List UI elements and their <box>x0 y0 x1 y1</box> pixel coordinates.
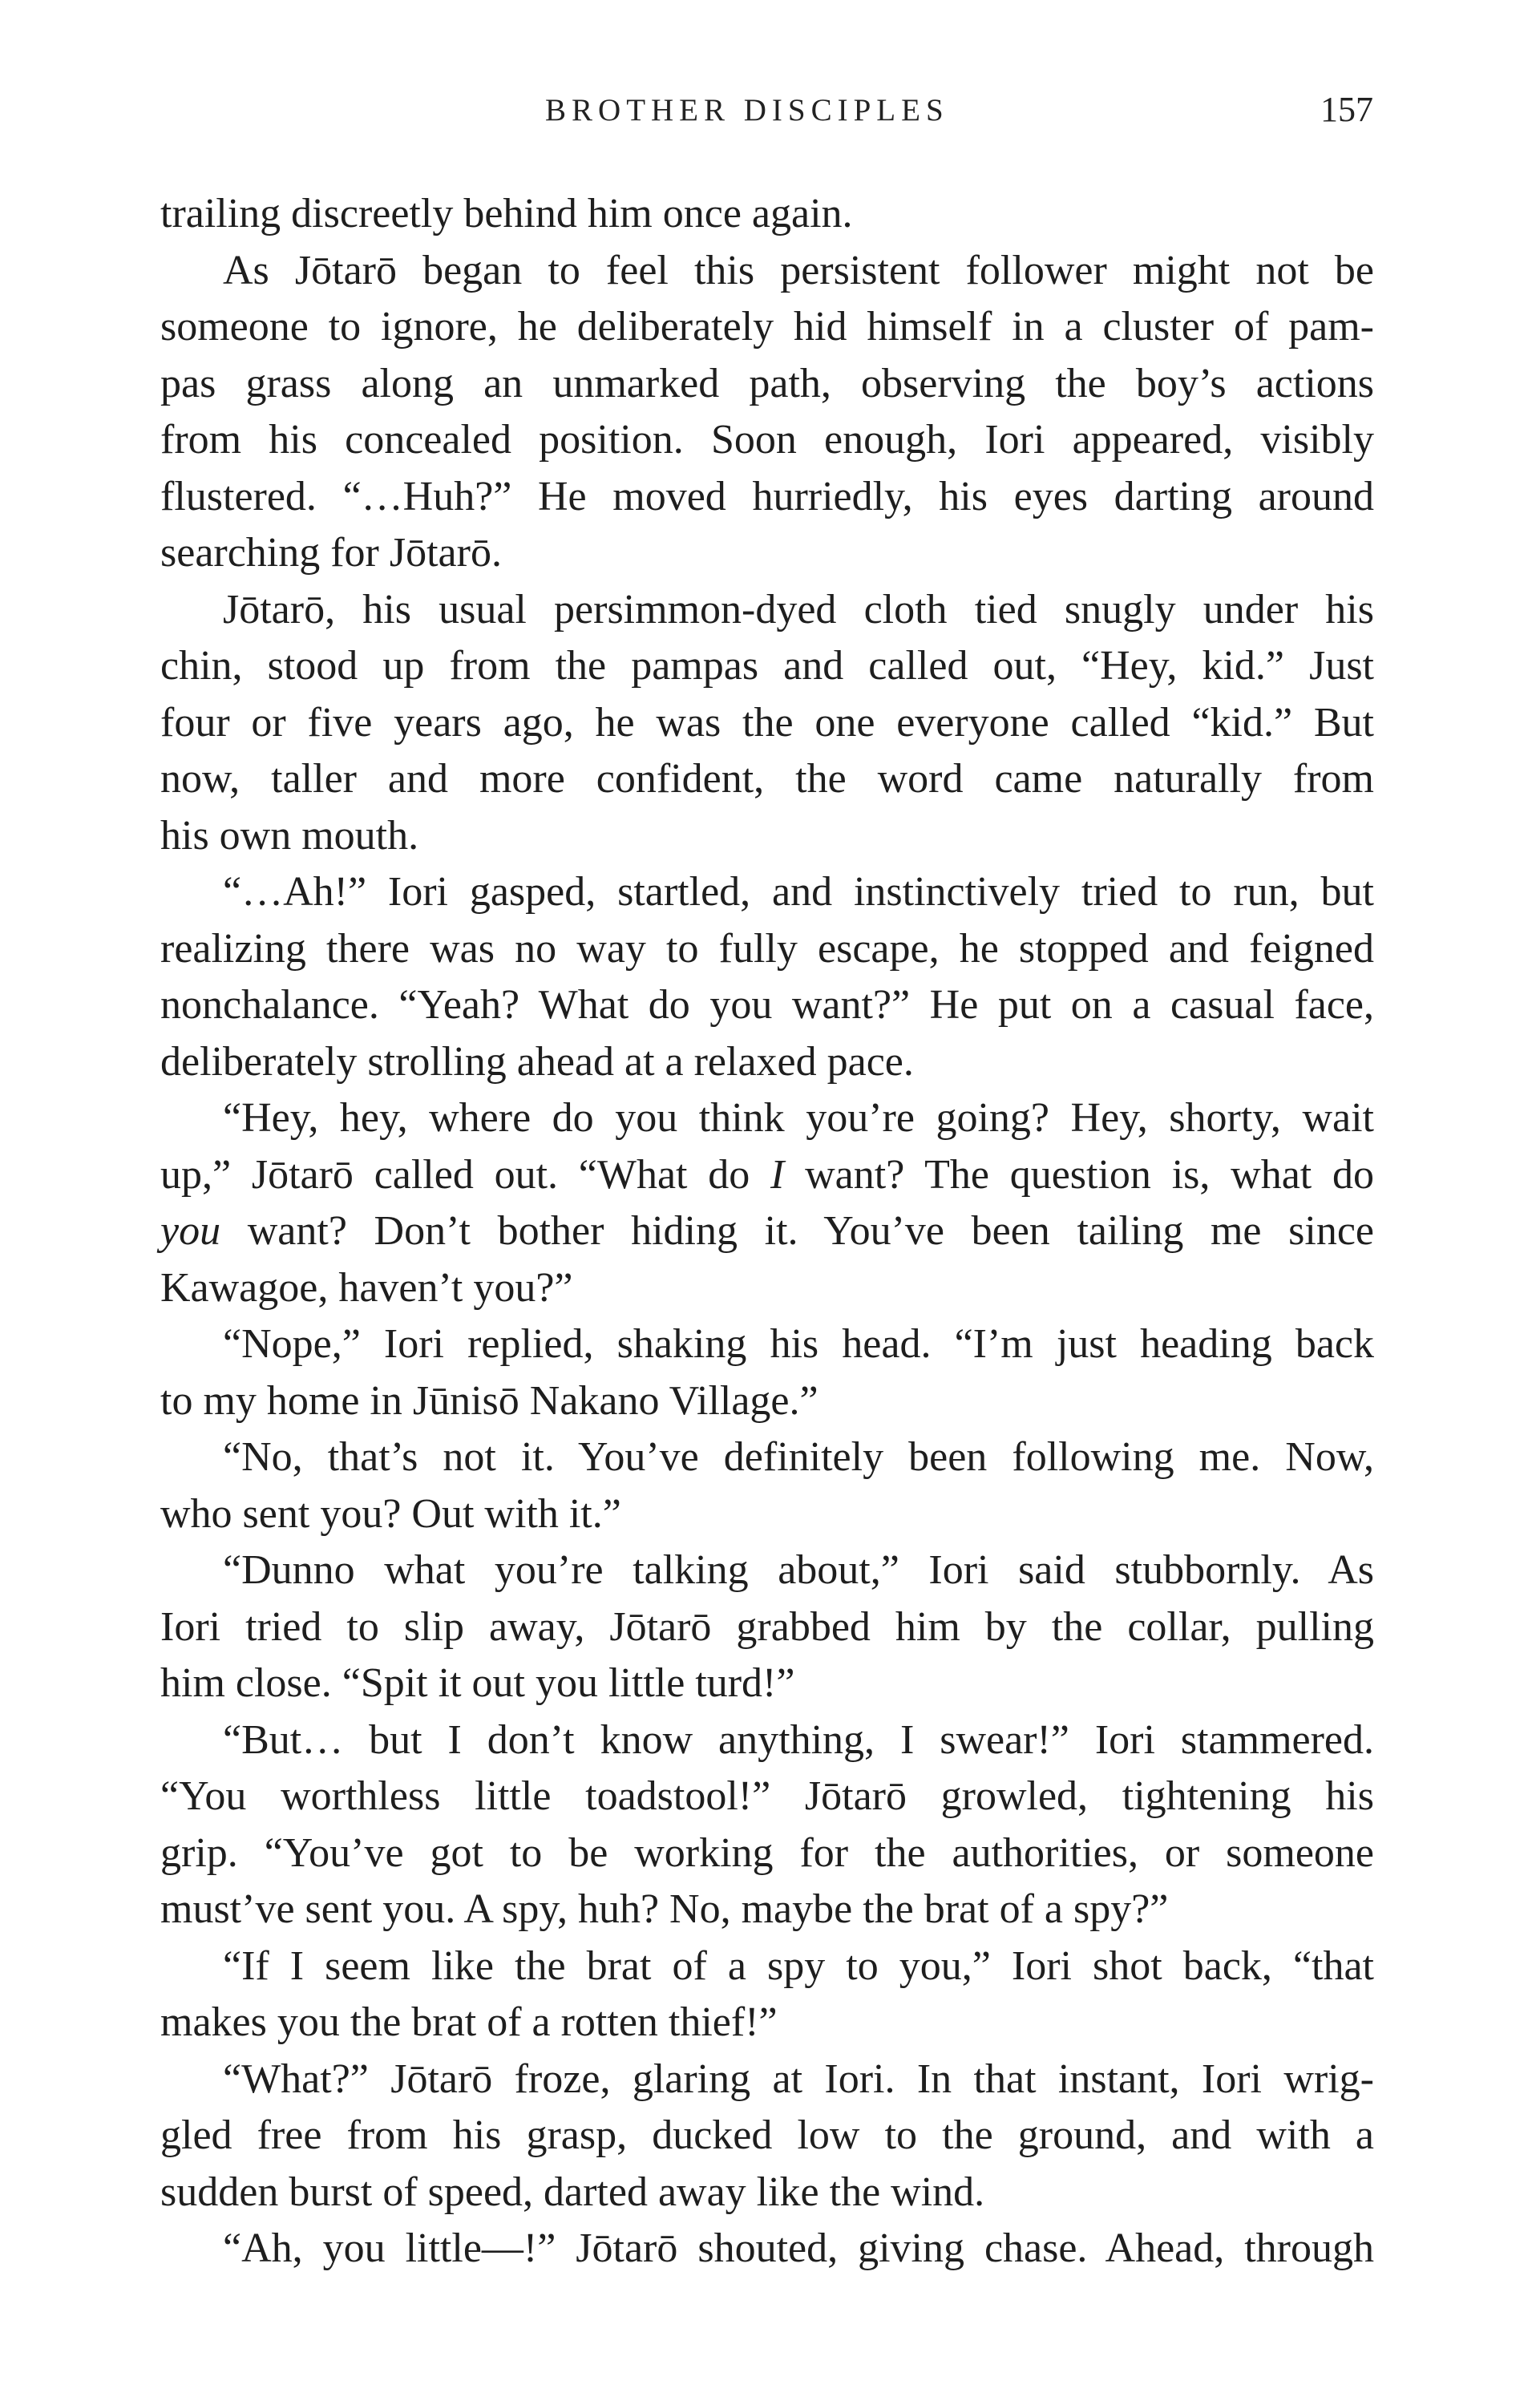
text-line: must’ve sent you. A spy, huh? No, maybe the brat of a spy?” <box>160 1886 1169 1932</box>
text-line: chin, stood up from the pampas and called out, “Hey, kid.” Just <box>160 643 1374 689</box>
text-line: “But… but I don’t know anything, I swear!” Iori stammered. <box>223 1716 1374 1763</box>
text-line: “Nope,” Iori replied, shaking his head. “I’m just heading back <box>223 1321 1374 1367</box>
text-line: who sent you? Out with it.” <box>160 1490 621 1537</box>
text-line: deliberately strolling ahead at a relaxed pace. <box>160 1038 914 1085</box>
text-line: searching for Jōtarō. <box>160 530 502 576</box>
text-line: someone to ignore, he deliberately hid himself in a cluster of pam- <box>160 304 1374 350</box>
text-line: him close. “Spit it out you little turd!” <box>160 1660 795 1706</box>
text-line: pas grass along an unmarked path, observing the boy’s actions <box>160 360 1374 406</box>
italic-emphasis: you <box>160 1208 221 1254</box>
body-text <box>160 186 1374 2278</box>
text-line <box>160 1147 1374 1204</box>
running-title: BROTHER DISCIPLES <box>545 93 949 127</box>
text-line: sudden burst of speed, darted away like the wind. <box>160 2169 985 2215</box>
text-line: grip. “You’ve got to be working for the authorities, or someone <box>160 1829 1374 1876</box>
text-line: “Dunno what you’re talking about,” Iori said stubbornly. As <box>223 1547 1374 1593</box>
text-line: four or five years ago, he was the one everyone called “kid.” But <box>160 699 1374 746</box>
text-line: “What?” Jōtarō froze, glaring at Iori. In that instant, Iori wrig- <box>223 2055 1374 2102</box>
text-line: now, taller and more confident, the word came naturally from <box>160 756 1374 802</box>
text-line: flustered. “…Huh?” He moved hurriedly, his eyes darting around <box>160 473 1374 519</box>
text-line: Kawagoe, haven’t you?” <box>160 1264 573 1311</box>
text-run: up,” Jōtarō called out. “What do <box>160 1151 771 1198</box>
text-line: realizing there was no way to fully escape, he stopped and feigned <box>160 925 1374 972</box>
text-line: “…Ah!” Iori gasped, startled, and instinctively tried to run, but <box>223 869 1374 915</box>
text-line: makes you the brat of a rotten thief!” <box>160 1999 778 2045</box>
text-line: Jōtarō, his usual persimmon-dyed cloth tied snugly under his <box>223 586 1374 633</box>
text-line: Iori tried to slip away, Jōtarō grabbed him by the collar, pulling <box>160 1603 1374 1650</box>
text-run: want? The question is, what do <box>784 1151 1374 1198</box>
text-line: “If I seem like the brat of a spy to you,” Iori shot back, “that <box>223 1942 1374 1989</box>
text-line: “No, that’s not it. You’ve definitely been following me. Now, <box>223 1434 1374 1480</box>
text-line: As Jōtarō began to feel this persistent follower might not be <box>223 247 1374 293</box>
running-header <box>0 87 1540 135</box>
text-line: his own mouth. <box>160 812 419 859</box>
text-line: “Hey, hey, where do you think you’re going? Hey, shorty, wait <box>223 1095 1374 1141</box>
text-line: gled free from his grasp, ducked low to the ground, and with a <box>160 2112 1374 2158</box>
text-line: trailing discreetly behind him once again. <box>160 191 853 236</box>
text-run: want? Don’t bother hiding it. You’ve been tailing me since <box>220 1208 1374 1254</box>
italic-emphasis: I <box>770 1151 785 1198</box>
text-line: “Ah, you little—!” Jōtarō shouted, giving chase. Ahead, through <box>223 2225 1374 2271</box>
page-number: 157 <box>1320 90 1373 129</box>
text-line: from his concealed position. Soon enough, Iori appeared, visibly <box>160 417 1374 463</box>
text-line <box>160 1203 1374 1260</box>
text-line: “You worthless little toadstool!” Jōtarō growled, tightening his <box>160 1773 1374 1819</box>
text-line: nonchalance. “Yeah? What do you want?” He put on a casual face, <box>160 982 1374 1028</box>
text-line: to my home in Jūnisō Nakano Village.” <box>160 1377 819 1424</box>
